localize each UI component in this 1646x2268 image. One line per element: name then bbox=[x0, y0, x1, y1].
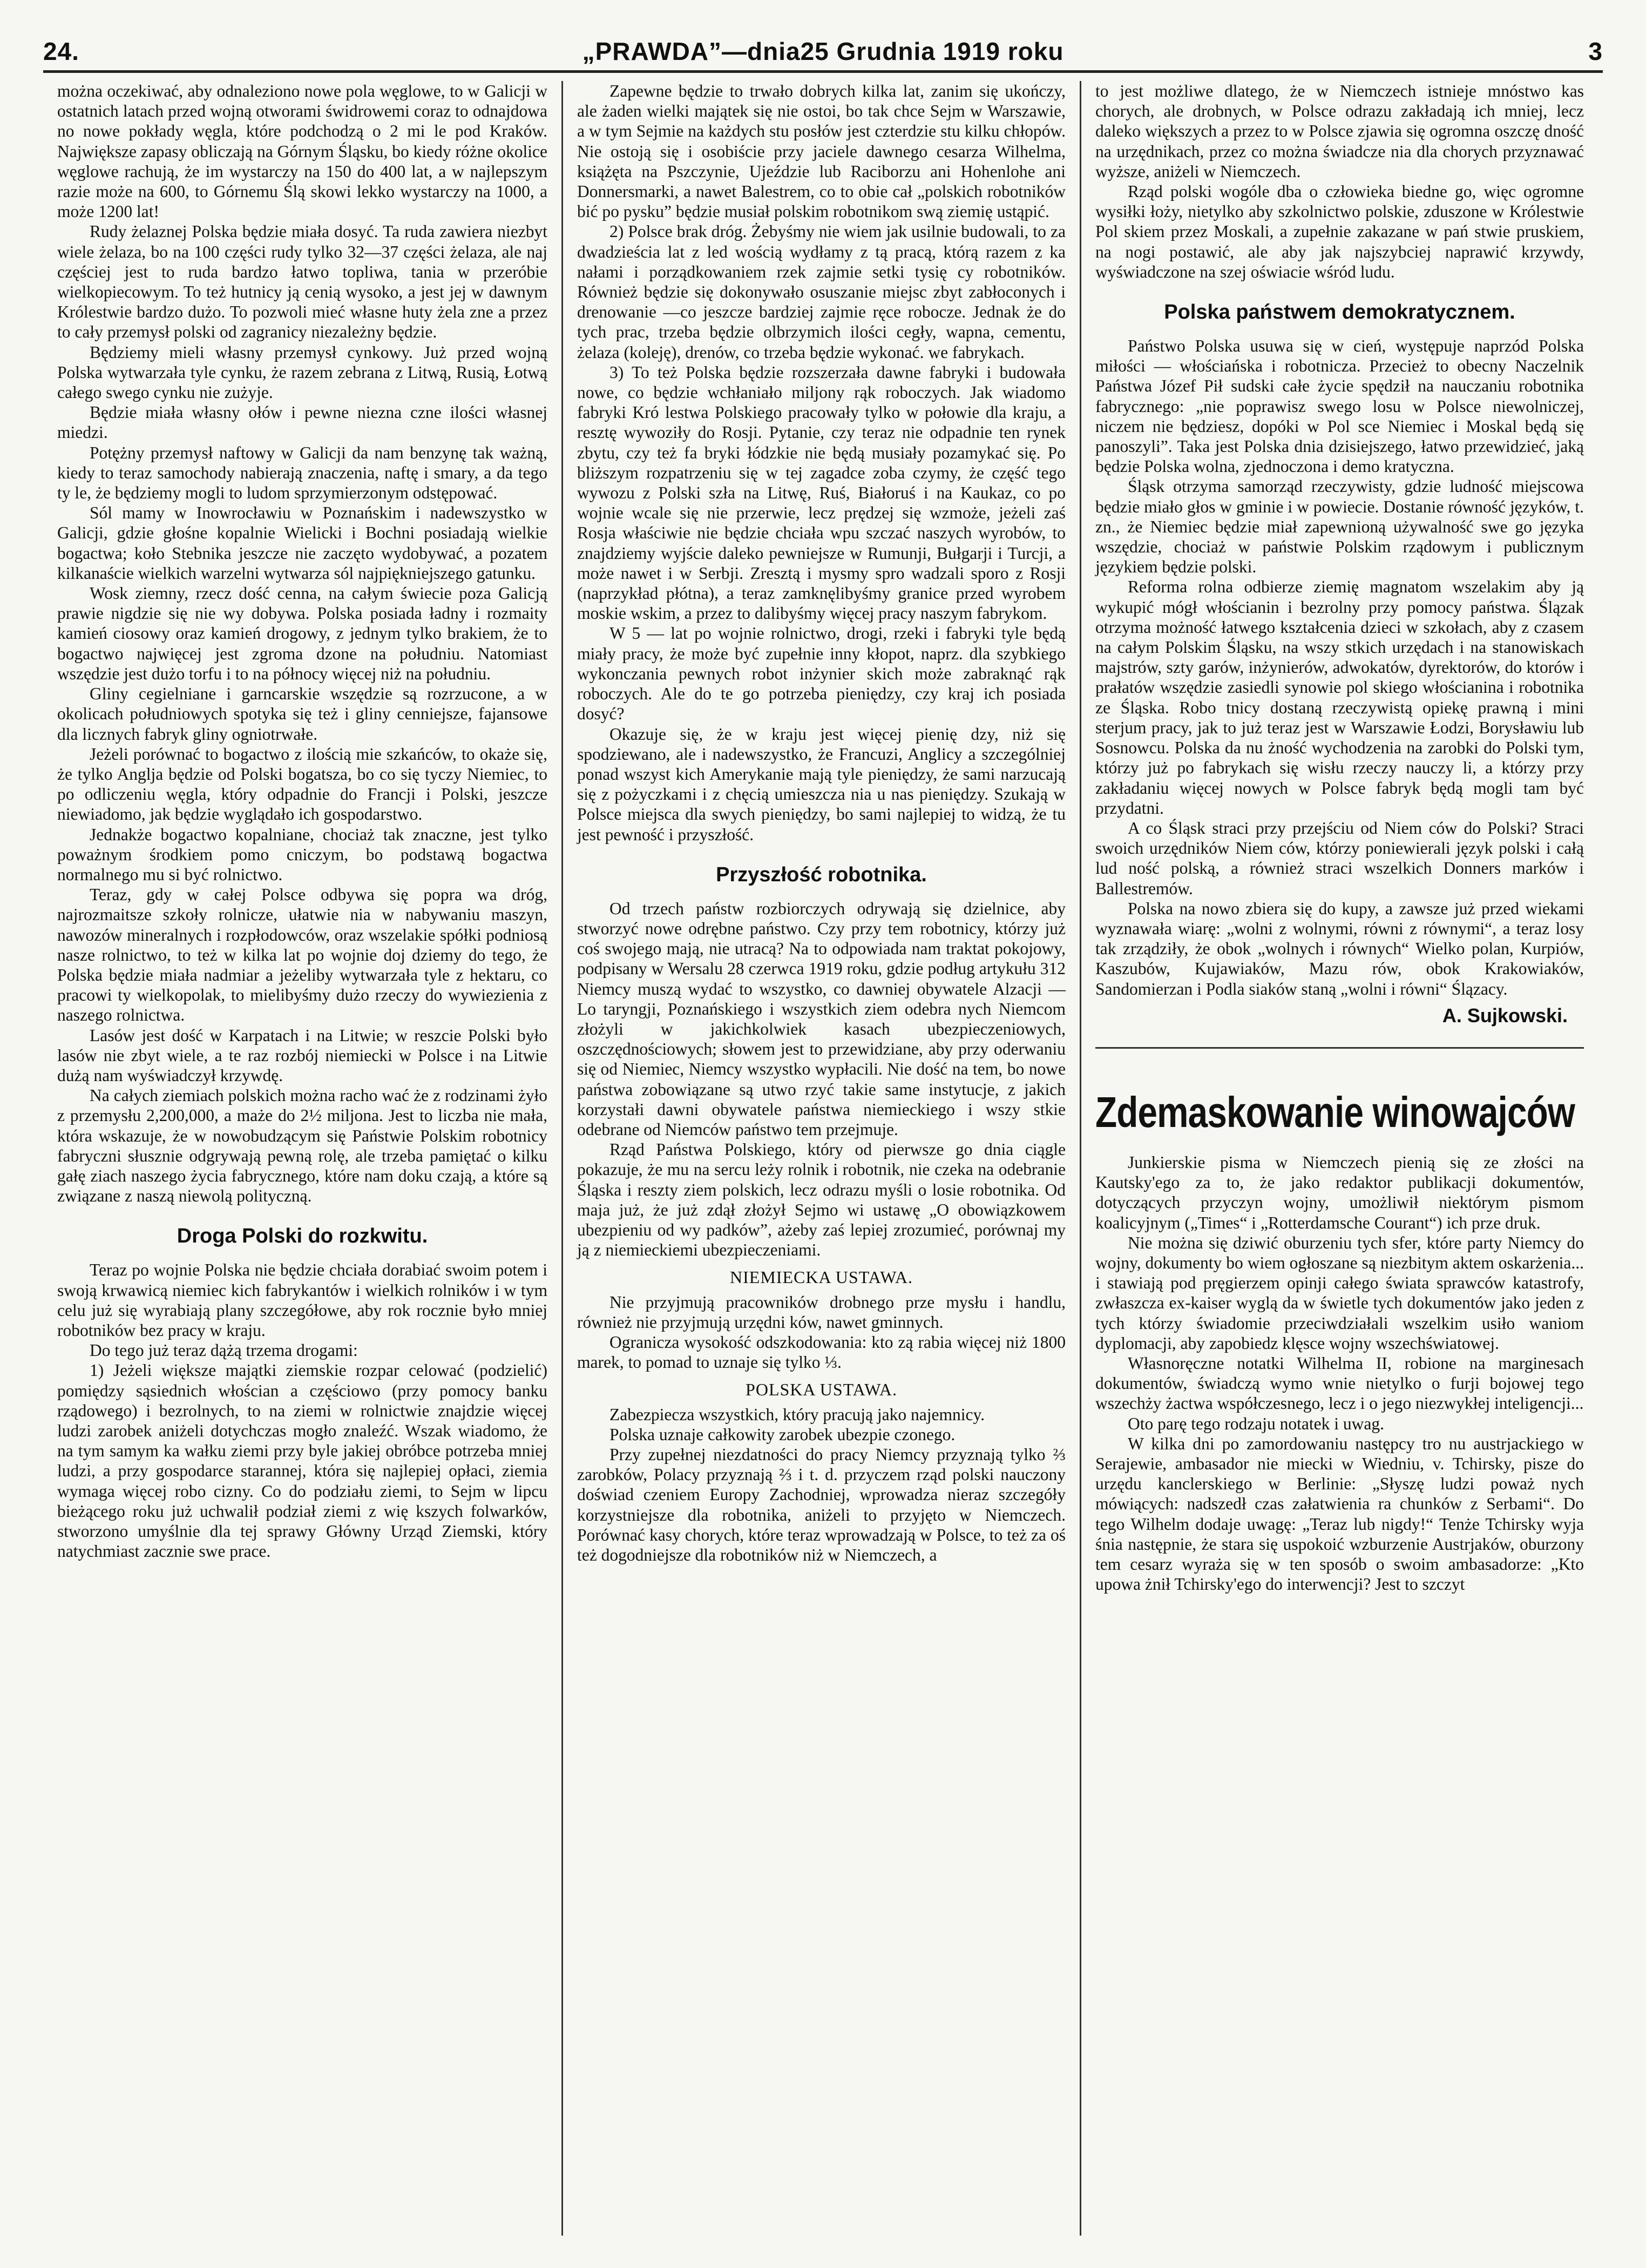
paragraph: Nie przyjmują pracowników drobnego prze mysłu i handlu, również nie przyjmują urzędni ków, nawet gminnych. bbox=[577, 1292, 1066, 1332]
paragraph: Rząd polski wogóle dba o człowieka biedne go, więc ogromne wysiłki łoży, nietylko aby szkolnictwo polskie, zduszone w Królestwie Pol skiem przez Moskali, a zupełnie zakazane w pań stwie pruskiem, na nogi postawić, ale aby jak najszybciej naprawić krzywdy, wyświadczone na szej oświacie wśród ludu. bbox=[1095, 182, 1584, 281]
paragraph: Teraz po wojnie Polska nie będzie chciała dorabiać swoim potem i swoją krwawicą niemiec kich fabrykantów i wielkich rolników i w tym celu już się wyrabiają plany szczegółowe, aby rok rocznie było mniej robotników bez pracy w kraju. bbox=[57, 1260, 547, 1340]
paragraph: Oto parę tego rodzaju notatek i uwag. bbox=[1128, 1414, 1384, 1433]
paragraph: Nie można się dziwić oburzeniu tych sfer, które party Niemcy do wojny, dokumenty bo wiem ogłoszane są niezbitym aktem oskarżenia... i stawiają pod pręgierzem opinji całego świata sprawców katastrofy, zwłaszcza ex-kaiser wyglą da w świetle tych dokumentów jako jeden z tych którzy świadomie przeciwdziałali wszelkim usiło waniom dyplomacji, aby zapobiedz klęsce wojny wszechświatowej. bbox=[1095, 1233, 1584, 1353]
masthead: „PRAWDA”—dnia25 Grudnia 1919 roku bbox=[582, 37, 1064, 65]
paragraph: Będzie miała własny ołów i pewne niezna czne ilości własnej miedzi. bbox=[57, 403, 547, 442]
paragraph: Lasów jest dość w Karpatach i na Litwie; w reszcie Polski było lasów nie zbyt wiele, a te raz rozbój niemiecki w Polsce i na Litwie dużą nam wyświadczył krzywdę. bbox=[57, 1025, 547, 1085]
paragraph: Od trzech państw rozbiorczych odrywają się dzielnice, aby stworzyć nowe odrębne państwo. Czy przy tem robotnicy, którzy już coś swojego mają, nie utracą? Na to odpowiada nam traktat pokojowy, podpisany w Wersalu 28 czerwca 1919 roku, gdzie podług artykułu 312 Niemcy muszą wydać to wszystko, co dawniej obywatele Alzacji — Lo taryngji, Poznańskiego i wszystkich ziem odebra nych Niemcom złożyli w jakichkolwiek kasach ubezpieczeniowych, oszczędnościowych; słowem jest to przewidziane, aby przy oderwaniu się od Niemiec, Niemcy wszystko wypłacili. Nie dość na tem, bo nowe państwa zobowiązane są utwo rzyć takie same instytucje, z jakich korzystałi dawni obywatele państwa niemieckiego i wszy stkie odebrane od Niemców państwo tem przejmuje. bbox=[577, 899, 1066, 1139]
paragraph: Własnoręczne notatki Wilhelma II, robione na marginesach dokumentów, świadczą wymo wnie nietylko o furji bojowej tego wszechży żactwa współczesnego, lecz i o jego niezwykłej inteligencji... bbox=[1095, 1353, 1584, 1413]
paragraph: Przy zupełnej niezdatności do pracy Niemcy przyznają tylko ⅔ zarobków, Polacy przyznają ⅔ i t. d. przyczem rząd polski nauczony doświad czeniem Europy Zachodniej, wprowadza nieraz szczegóły korzystniejsze dla robotnika, aniżeli to przyjęto w Niemczech. Porównać kasy chorych, które teraz wprowadzają w Polsce, to też za oś też dogodniejsze dla robotników niż w Niemczech, a bbox=[577, 1445, 1066, 1565]
paragraph: 3) To też Polska będzie rozszerzała dawne fabryki i budowała nowe, co będzie wchłaniało miljony rąk roboczych. Jak wiadomo fabryki Kró lestwa Polskiego pracowały tylko w połowie dla kraju, a resztę wywoziły do Rosji. Pytanie, czy teraz nie odpadnie ten rynek zbytu, czy też fa bryki łódzkie nie będą musiały pozamykać się. Po bliższym rozpatrzeniu się w tej zagadce zoba czymy, że część tego wywozu z Polski szła na Litwę, Ruś, Białoruś i na Kaukaz, co po wojnie wcale się nie przerwie, lecz prędzej się wzmoże, jeżeli zaś Rosja właściwie nie będzie chciała wpu szczać naszych wyrobów, to znajdziemy wyjście daleko pewniejsze w Rumunji, Bułgarji i Turcji, a może nawet i w Serbji. Zresztą i mysmy spro wadzali sporo z Rosji (naprzykład płótna), a teraz zamknęlibyśmy granice przed wyrobem moskie wskim, a przez to dalibyśmy więcej pracy naszym fabrykom. bbox=[577, 362, 1066, 623]
paragraph: Reforma rolna odbierze ziemię magnatom wszelakim aby ją wykupić mógł włościanin i bezrolny przy pomocy państwa. Ślązak otrzyma możność łatwego kształcenia dzieci w szkołach, aby z czasem na całym Polskim Śląsku, na wszy stkich urzędach i na stanowiskach majstrów, szty garów, inżynierów, adwokatów, dyrektorów, do ktorów i prałatów wszędzie zasiedli synowie pol skiego włościanina i robotnika ze Śląska. Robo tnicy dostaną rzeczywistą opiekę prawną i mini sterjum pracy, jak to już teraz jest w Warszawie Łodzi, Borysławiu lub Sosnowcu. Polska da nu żność wychodzenia na zarobki do Polski tym, którzy już po fabrykach się wisłu rzeczy nauczy li, a którzy przy zakładaniu więcej nowych w Polsce fabryk będą mogli tam być przydatni. bbox=[1095, 577, 1584, 818]
paragraph: to jest możliwe dlatego, że w Niemczech istnieje mnóstwo kas chorych, ale drobnych, w Polsce odrazu zakładają ich mniej, lecz daleko większych a przez to w Polsce zjawia się ogromna oszczę dność na urzędnikach, przez co można świadcze nia dla chorych przyznawać wyższe, aniżeli w Niemczech. bbox=[1095, 82, 1584, 181]
section-heading: Przyszłość robotnika. bbox=[716, 863, 927, 886]
subheading: POLSKA USTAWA. bbox=[746, 1380, 897, 1400]
paragraph: Państwo Polska usuwa się w cień, występuje naprzód Polska miłości — włościańska i robotnicza. Przecież to obecny Naczelnik Państwa Józef Pił sudski całe życie spędził na nauczaniu robotnika fabrycznego: „nie poprawisz swego losu w Polsce niewolniczej, niczem nie będziesz, dopóki w Pol sce Niemiec i Moskal będą się panoszyli”. Taka jest Polska dnia dzisiejszego, łatwo przewidzieć, jaką będzie Polska wolna, zjednoczona i demo kratyczna. bbox=[1095, 336, 1584, 476]
paragraph: Okazuje się, że w kraju jest więcej pienię dzy, niż się spodziewano, ale i nadewszystko, że Francuzi, Anglicy a szczególniej ponad wszyst kich Amerykanie mają tyle pieniędzy, że sami narzucają się z pożyczkami i z chęcią umieszcza nia u nas pieniędzy. Szukają w Polsce miejsca dla swych pieniędzy, bo sami najlepiej to widzą, że tu jest pewność i przyszłość. bbox=[577, 724, 1066, 844]
paragraph: Junkierskie pisma w Niemczech pienią się ze złości na Kautsky'ego za to, że jako redaktor publikacji dokumentów, dotyczących przyczyn wojny, umożliwił niektórym pismom koalicyjnym („Times“ i „Rotterdamsche Courant“) ich prze druk. bbox=[1095, 1152, 1584, 1232]
paragraph: Śląsk otrzyma samorząd rzeczywisty, gdzie ludność miejscowa będzie miało głos w gminie i w powiecie. Dostanie równość języków, t. zn., że Niemiec będzie miał zapewnioną używalność swe go języka wszędzie, chociaż w państwie Polskim rządowym i publicznym językiem będzie polski. bbox=[1095, 477, 1584, 577]
author-signature: A. Sujkowski. bbox=[1442, 1004, 1568, 1027]
paragraph: Rudy żelaznej Polska będzie miała dosyć. Ta ruda zawiera niezbyt wiele żelaza, bo na 100 części rudy tylko 32—37 części żelaza, ale naj częściej jest to ruda bardzo łatwo topliwa, tania w przeróbie wielkopiecowym. To też hutnicy ją cenią wysoko, a jest jej w dawnym Królestwie bardzo dużo. To pozwoli mieć własne huty żela zne a przez to cały przemysł polski od zagranicy niezależny będzie. bbox=[57, 222, 547, 342]
paragraph: W 5 — lat po wojnie rolnictwo, drogi, rzeki i fabryki tyle będą miały pracy, że może być zupełnie inny kłopot, naprz. dla szybkiego wykonczania pewnych robot inżynier skich może zabraknąć rąk roboczych. Ale do te go potrzeba pieniędzy, czy kraj ich posiada dosyć? bbox=[577, 624, 1066, 724]
section-heading: Polska państwem demokratycznem. bbox=[1164, 301, 1515, 324]
paragraph: można oczekiwać, aby odnaleziono nowe pola węglowe, to w Galicji w ostatnich latach przed wojną otworami świdrowemi coraz to odnajdowa no nowe pokłady węgla, które podchodzą o 2 mi le pod Kraków. Największe zapasy obliczają na Górnym Śląsku, bo kiedy różne okolice węglowe rachują, że im wystarczy na 150 do 400 lat, a w najlepszym razie może na 600, to Górnemu Ślą skowi lekko wystarczy na 1000, a może 1200 lat! bbox=[57, 82, 547, 221]
paragraph: Teraz, gdy w całej Polsce odbywa się popra wa dróg, najrozmaitsze szkoły rolnicze, ułatwie nia w nabywaniu maszyn, nawozów mineralnych i rozpłodowców, oraz wszelakie spółki podniosą nasze rolnictwo, to też w kilka lat po wojnie doj dziemy do tego, że Polska będzie miała nadmiar a jeżeliby wytwarzała tyle z hektaru, co pracowi ty wielkopolak, to mielibyśmy dużo rzeczy do wywiezienia z naszego rolnictwa. bbox=[57, 885, 547, 1025]
paragraph: Ogranicza wysokość odszkodowania: kto zą rabia więcej niż 1800 marek, to pomad to uznaje się tylko ⅓. bbox=[577, 1332, 1066, 1372]
paragraph: A co Śląsk straci przy przejściu od Niem ców do Polski? Straci swoich urzędników Niem ców, którzy poniewierali język polski i całą lud ność polską, a również straci wszelkich Donners marków i Ballestremów. bbox=[1095, 818, 1584, 898]
paragraph: Rząd Państwa Polskiego, który od pierwsze go dnia ciągle pokazuje, że mu na sercu leży rolnik i robotnik, nie czeka na odebranie Śląska i reszty ziem polskich, lecz odrazu myśli o losie robotnika. Od maja już, że już zdął złożył Sejmo wi ustawę „O obowiązkowem ubezpieniu od wy padków”, ażeby zaś lepiej zrozumieć, porównaj my ją z niemieckiemi ubezpieczeniami. bbox=[577, 1140, 1066, 1260]
paragraph: Jeżeli porównać to bogactwo z ilością mie szkańców, to okaże się, że tylko Anglja będzie od Polski bogatsza, bo co się tyczy Niemiec, to po odliczeniu węgla, który odpadnie do Francji i Polski, jeszcze niewiadomo, jak będzie wyglądało ich gospodarstwo. bbox=[57, 744, 547, 824]
column-2 bbox=[561, 81, 1080, 2236]
section-heading: Droga Polski do rozkwitu. bbox=[177, 1225, 428, 1248]
article-columns bbox=[43, 81, 1598, 2236]
paragraph: Gliny cegielniane i garncarskie wszędzie są rozrzucone, a w okolicach południowych spotyka się też i gliny cenniejsze, fajansowe dla licznych fabryk gliny ogniotrwałe. bbox=[57, 684, 547, 744]
section-divider bbox=[1095, 1047, 1584, 1049]
paragraph: Sól mamy w Inowrocławiu w Poznańskim i nadewszystko w Galicji, gdzie głośne kopalnie Wielicki i Bochni posiadają wielkie bogactwa; koło Stebnika jeszcze nie zaczęto wydobywać, a pozatem kilkanaście wielkich warzelni wytwarza sól najpiękniejszego gatunku. bbox=[57, 503, 547, 583]
paragraph: Będziemy mieli własny przemysł cynkowy. Już przed wojną Polska wytwarzała tyle cynku, że razem zebrana z Litwą, Rusią, Łotwą całego swego cynku nie zużyje. bbox=[57, 342, 547, 402]
subheading: NIEMIECKA USTAWA. bbox=[730, 1267, 913, 1287]
column-1 bbox=[43, 81, 561, 2236]
page-number-right: 3 bbox=[1588, 37, 1603, 65]
paragraph: W kilka dni po zamordowaniu następcy tro nu austrjackiego w Serajewie, ambasador nie miecki w Wiedniu, v. Tchirsky, pisze do urzędu kanclerskiego w Berlinie: „Słyszę ludzi poważ nych mówiących: nadszedł czas załatwienia ra chunków z Serbami“. Do tego Wilhelm dodaje uwagę: „Teraz lub nigdy!“ Tenże Tchirsky wyja śnia następnie, że stara się uspokoić wzburzenie Austrjaków, oburzony tem cesarz wyraża się w ten sposób o swoim ambasadorze: „Kto upowa żnił Tchirsky'ego do interwencji? Jest to szczyt bbox=[1095, 1434, 1584, 1594]
paragraph: 2) Polsce brak dróg. Żebyśmy nie wiem jak usilnie budowali, to za dwadzieścia lat z led wością wydłamy z tą pracą, którą razem z ka nałami i porządkowaniem rzek zajmie setki tysię cy robotników. Również będzie się dokonywało osuszanie miejsc zbyt zabłoconych i drenowanie —co jeszcze bardziej zajmie ręce robocze. Jednak że do tych prac, trzeba będzie olbrzymich ilości cegły, wapna, cementu, żelaza (koleję), drenów, co trzeba będzie wykonać. we fabrykach. bbox=[577, 222, 1066, 362]
paragraph: 1) Jeżeli większe majątki ziemskie rozpar celować (podzielić) pomiędzy sąsiednich włościan a częściowo (przy pomocy banku rządowego) i bezrolnych, to na ziemi w rolnictwie znajdzie więcej ludzi zarobek aniżeli dotychczas mogło znaleźć. Wszak wiadomo, że na tym samym ka wałku ziemi przy byle jakiej obróbce potrzeba mniej ludzi, a przy gospodarce starannej, która się najlepiej opłaci, ziemia wymaga więcej robo cizny. Co do podziału ziemi, to Sejm w lipcu bieżącego roku już uchwalił podział ziemi z wię kszych folwarków, stworzono umyślnie dla tej sprawy Główny Urząd Ziemski, który natychmiast zacznie swe prace. bbox=[57, 1361, 547, 1561]
paragraph: Polska na nowo zbiera się do kupy, a zawsze już przed wiekami wyznawała wiarę: „wolni z wolnymi, równi z równymi“, a teraz losy tak zrządziły, że obok „wolnych i równych“ Wielko polan, Kurpiów, Kaszubów, Kujawiaków, Mazu rów, obok Krakowiaków, Sandomierzan i Podla siaków staną „wolni i równi“ Ślązacy. bbox=[1095, 899, 1584, 998]
paragraph: Na całych ziemiach polskich można racho wać że z rodzinami żyło z przemysłu 2,200,000, a maże do 2½ miljona. Jest to liczba nie mała, która wskazuje, że w nowobudzącym się Państwie Polskim robotnicy fabryczni słusznie odgrywają pewną rolę, ale trzeba pamiętać o kilku gałę ziach naszego życia fabrycznego, które nam doku czają, a które są związane z naszą niewolą polityczną. bbox=[57, 1086, 547, 1206]
paragraph: Zapewne będzie to trwało dobrych kilka lat, zanim się ukończy, ale żaden wielki majątek się nie ostoi, bo tak chce Sejm w Warszawie, a w tym Sejmie na każdych stu posłów jest czterdzie stu kilku chłopów. Nie ostoją się i osobiście przy jaciele dawnego cesarza Wilhelma, książęta na Pszczynie, Ujeździe lub Raciborzu ani Hohenlohe ani Donnersmarki, a nawet Balestrem, co to obie cał „polskich robotników bić po pysku” będzie musiał polskim robotnikom swą ziemię ustąpić. bbox=[577, 82, 1066, 221]
paragraph: Zabezpiecza wszystkich, który pracują jako najemnicy. bbox=[609, 1405, 985, 1424]
page-number-left: 24. bbox=[43, 37, 79, 65]
paragraph: Potężny przemysł naftowy w Galicji da nam benzynę tak ważną, kiedy to teraz samochody nabierają znaczenia, naftę i smary, a da tego ty le, że będziemy mogli to ludom sprzymierzonym odstępować. bbox=[57, 443, 547, 503]
paragraph: Jednakże bogactwo kopalniane, chociaż tak znaczne, jest tylko poważnym środkiem pomo cniczym, bo podstawą bogactwa normalnego mu si być rolnictwo. bbox=[57, 825, 547, 884]
paragraph: Wosk ziemny, rzecz dość cenna, na całym świecie poza Galicją prawie nigdzie się nie wy dobywa. Polska posiada ładny i rozmaity kamień ciosowy oraz kamień drogowy, z jednym tylko brakiem, że to bogactwo najwięcej jest zgroma dzone na południu. Natomiast wszędzie jest dużo torfu i to na północy więcej niż na południu. bbox=[57, 584, 547, 683]
paragraph: Polska uznaje całkowity zarobek ubezpie czonego. bbox=[609, 1425, 956, 1444]
paragraph: Do tego już teraz dążą trzema drogami: bbox=[90, 1341, 358, 1360]
article-headline: Zdemaskowanie winowajców bbox=[1095, 1088, 1575, 1136]
column-3 bbox=[1080, 81, 1598, 2236]
page-header bbox=[43, 32, 1603, 73]
